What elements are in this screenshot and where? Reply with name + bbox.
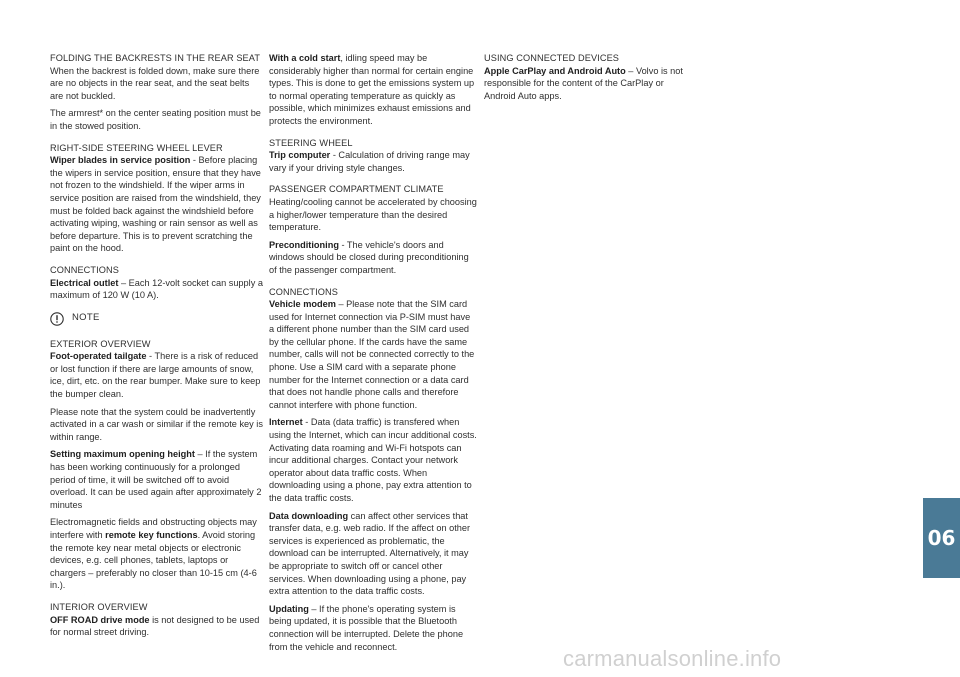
term: Internet (269, 417, 303, 428)
paragraph (50, 350, 265, 400)
text: – Each 12-volt socket can supply a maximum of 120 W (10 A). (50, 277, 263, 301)
paragraph: Heating/cooling cannot be accelerated by choosing a higher/lower temperature than the desired temperature. (269, 196, 477, 233)
text: – Please note that the SIM card used for Internet connection via P-SIM must have a different phone number than the SIM card used by the cellular phone. If the cards have the same number, calls will not be connected correctly to the phone. Use a SIM card with a separate phone number for the Internet connection or a data card that does not handle phone calls and therefore cannot interfere with phone function. (269, 299, 475, 410)
paragraph (50, 277, 265, 302)
text: - Data (data traffic) is transfered when using the Internet, which can incur additional costs. Activating data roaming and Wi-Fi hotspots can incur additional charges. Contact your network operator about data traffic costs. When downloading using a phone, pay extra attention to the data traffic costs. (269, 417, 477, 503)
column-1 (50, 52, 265, 648)
text: can affect other services that transfer data, e.g. web radio. If the affect on other services is experienced as problematic, the download can be interrupted. Alternatively, it may be appropriate to switch off or cancel other services. When downloading using a phone, pay extra attention to the data traffic costs. (269, 510, 471, 597)
term: Setting maximum opening height (50, 449, 195, 460)
column-2 (269, 52, 477, 662)
term: Electrical outlet (50, 277, 119, 288)
term: Updating (269, 603, 309, 614)
paragraph: When the backrest is folded down, make sure there are no objects in the rear seat, and the seat belts are not buckled. (50, 65, 260, 101)
section-steering-wheel (269, 137, 477, 175)
term: Foot-operated tailgate (50, 351, 147, 362)
watermark: carmanualsonline.info (563, 646, 782, 671)
section-heading: CONNECTIONS (50, 264, 119, 275)
term: With a cold start (269, 53, 341, 63)
section-heading: STEERING WHEEL (269, 137, 353, 148)
term: Vehicle modem (269, 299, 336, 310)
note-callout (50, 312, 265, 326)
chapter-number: 06 (927, 526, 956, 550)
note-label: NOTE (72, 312, 100, 324)
section-folding-backrests (50, 52, 265, 133)
term: OFF ROAD drive mode (50, 614, 150, 625)
paragraph (50, 516, 265, 592)
section-heading: INTERIOR OVERVIEW (50, 601, 148, 612)
section-connections-2 (269, 286, 477, 654)
text: - There is a risk of reduced or lost function if there are large amounts of snow, ice, dirt, etc. on the rear bumper. Make sure to keep the bumper clean. (50, 351, 261, 400)
paragraph (269, 298, 477, 411)
paragraph (484, 65, 696, 103)
text: , idling speed may be considerably higher than normal for certain engine types. This is done to get the emissions system up to normal operating temperature as quickly as possible, which minimizes exhaust emissions and protects the environment. (269, 53, 475, 126)
text: – Volvo is not responsible for the content of the CarPlay or Android Auto apps. (484, 65, 683, 101)
paragraph (269, 149, 477, 174)
paragraph (269, 510, 477, 598)
section-exterior-overview (50, 338, 265, 592)
chapter-tab (923, 498, 960, 578)
section-steering-wheel-lever (50, 142, 265, 255)
term: remote key functions (105, 530, 198, 540)
text: is not designed to be used for normal street driving. (50, 614, 260, 638)
text: – If the system has been working continuously for a prolonged period of time, it will be switched off to avoid overload. It can be used again after approximately 2 minutes (50, 449, 262, 510)
text: . Avoid storing the remote key near metal objects or electronic devices, e.g. cell phones, tablets, laptops or chargers – preferably no closer than 10-15 cm (4-6 in.). (50, 530, 257, 591)
paragraph (269, 416, 477, 504)
section-climate (269, 183, 477, 276)
section-heading: EXTERIOR OVERVIEW (50, 338, 151, 349)
term: Wiper blades in service position (50, 155, 191, 166)
column-3 (484, 52, 696, 111)
paragraph (50, 614, 265, 639)
term: Apple CarPlay and Android Auto (484, 65, 626, 76)
term: Data downloading (269, 510, 349, 521)
paragraph: The armrest* on the center seating position must be in the stowed position. (50, 108, 261, 131)
paragraph (269, 603, 477, 653)
term: Preconditioning (269, 239, 339, 250)
section-cold-start (269, 52, 477, 128)
term: Trip computer (269, 150, 331, 161)
text: - Before placing the wipers in service position, ensure that they have not frozen to the windshield. If the wiper arms in service position are raised from the windshield, they must be folded back against the windshield before activating wiping, washing or rain sensor as well as before departure. This is to prevent scratching the paint on the hood. (50, 155, 261, 254)
paragraph (269, 52, 477, 128)
section-interior-overview (50, 601, 265, 639)
section-heading: RIGHT-SIDE STEERING WHEEL LEVER (50, 142, 223, 153)
section-heading: FOLDING THE BACKRESTS IN THE REAR SEAT (50, 53, 261, 63)
section-connected-devices (484, 52, 696, 102)
paragraph (50, 448, 265, 511)
text: - Calculation of driving range may vary if your driving style changes. (269, 150, 470, 173)
section-connections (50, 264, 265, 302)
warning-icon (50, 312, 64, 326)
paragraph: Please note that the system could be inadvertently activated in a car wash or similar if the remote key is within range. (50, 406, 263, 442)
text: Electromagnetic fields and obstructing objects may interfere with (50, 517, 257, 540)
paragraph (269, 239, 477, 277)
section-heading: USING CONNECTED DEVICES (484, 53, 620, 63)
section-heading: CONNECTIONS (269, 286, 338, 297)
text: - The vehicle's doors and windows should be closed during preconditioning of the passenger compartment. (269, 239, 469, 275)
paragraph (50, 154, 265, 255)
section-heading: PASSENGER COMPARTMENT CLIMATE (269, 184, 444, 195)
text: – If the phone's operating system is being updated, it is possible that the Bluetooth connection will be interrupted. Delete the phone from the vehicle and reconnect. (269, 603, 464, 652)
